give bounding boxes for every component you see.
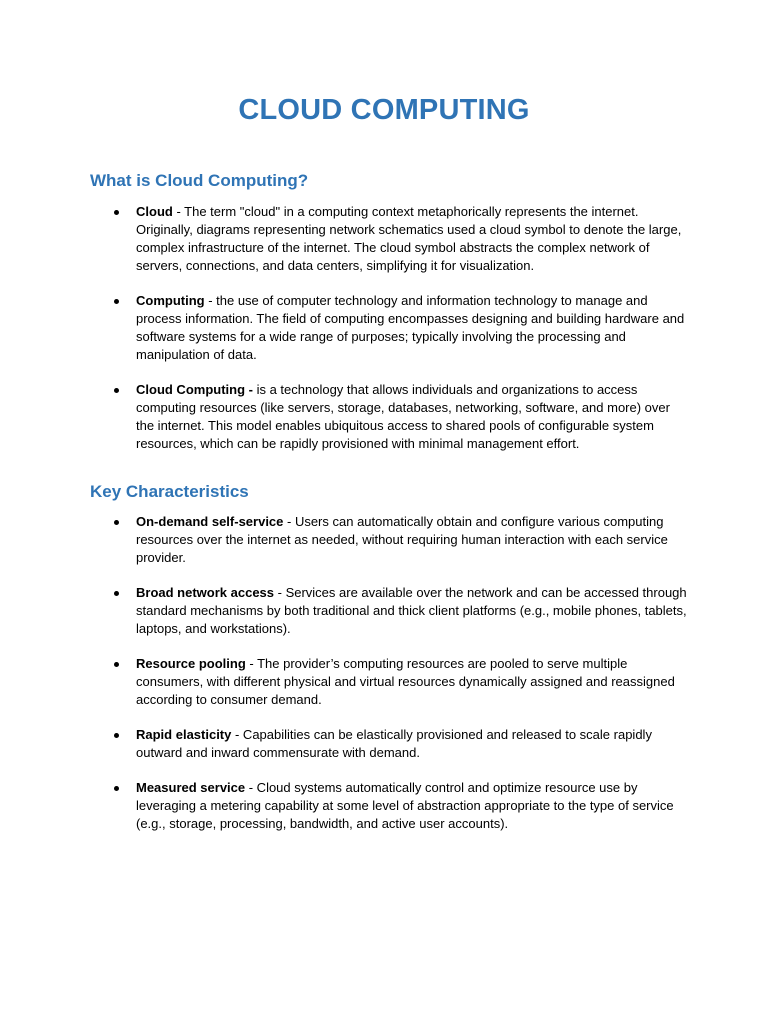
characteristic-term: Rapid elasticity	[136, 727, 232, 742]
list-item	[0, 292, 768, 364]
definition-term: Computing	[136, 293, 205, 308]
definition-text: - The term "cloud" in a computing context metaphorically represents the internet. Originally, diagrams representing network schematics used a cloud symbol to denote the large, complex infrastructure of the internet. The cloud symbol abstracts the complex network of servers, connections, and data centers, simplifying it for visualization.	[136, 204, 682, 273]
characteristic-term: Broad network access	[136, 585, 275, 600]
definitions-list	[0, 203, 768, 470]
bullet-icon	[114, 786, 119, 791]
characteristic-text: - Users can automatically obtain and configure various computing resources over the internet as needed, without requiring human interaction with each service provider.	[136, 514, 668, 565]
bullet-icon	[114, 210, 119, 215]
list-item	[0, 655, 768, 709]
list-item	[0, 584, 768, 638]
bullet-icon	[114, 591, 119, 596]
definition-text: is a technology that allows individuals and organizations to access computing resources (like servers, storage, databases, networking, software, and more) over the internet. This model enables ubiquitous access to shared pools of configurable system resources, which can be rapidly provisioned with minimal management effort.	[136, 382, 670, 451]
definition-text: - the use of computer technology and information technology to manage and process information. The field of computing encompasses designing and building hardware and software systems for a wide range of purposes; typically involving the processing and manipulation of data.	[136, 293, 685, 362]
bullet-icon	[114, 520, 119, 525]
list-item	[0, 726, 768, 762]
bullet-icon	[114, 733, 119, 738]
list-item	[0, 779, 768, 833]
bullet-icon	[114, 299, 119, 304]
characteristics-list	[0, 513, 768, 850]
characteristic-term: Resource pooling	[136, 656, 246, 671]
characteristic-text: - Cloud systems automatically control and optimize resource use by leveraging a metering capability at some level of abstraction appropriate to the type of service (e.g., storage, processing, bandwidth, and active user accounts).	[136, 780, 674, 831]
characteristic-term: On-demand self-service	[136, 514, 284, 529]
section-heading-key-characteristics: Key Characteristics	[90, 482, 249, 501]
bullet-icon	[114, 662, 119, 667]
definition-term: Cloud Computing -	[136, 382, 253, 397]
document-title: CLOUD COMPUTING	[238, 94, 530, 126]
list-item	[0, 381, 768, 453]
characteristic-text: - Capabilities can be elastically provisioned and released to scale rapidly outward and inward commensurate with demand.	[136, 727, 652, 760]
characteristic-text: - Services are available over the network and can be accessed through standard mechanisms by both traditional and thick client platforms (e.g., mobile phones, tablets, laptops, and workstations).	[136, 585, 687, 636]
section-heading-what-is-cloud-computing: What is Cloud Computing?	[90, 171, 309, 190]
definition-term: Cloud	[136, 204, 173, 219]
characteristic-text: - The provider’s computing resources are pooled to serve multiple consumers, with different physical and virtual resources dynamically assigned and reassigned according to consumer demand.	[136, 656, 675, 707]
list-item	[0, 513, 768, 567]
characteristic-term: Measured service	[136, 780, 246, 795]
bullet-icon	[114, 388, 119, 393]
list-item	[0, 203, 768, 275]
